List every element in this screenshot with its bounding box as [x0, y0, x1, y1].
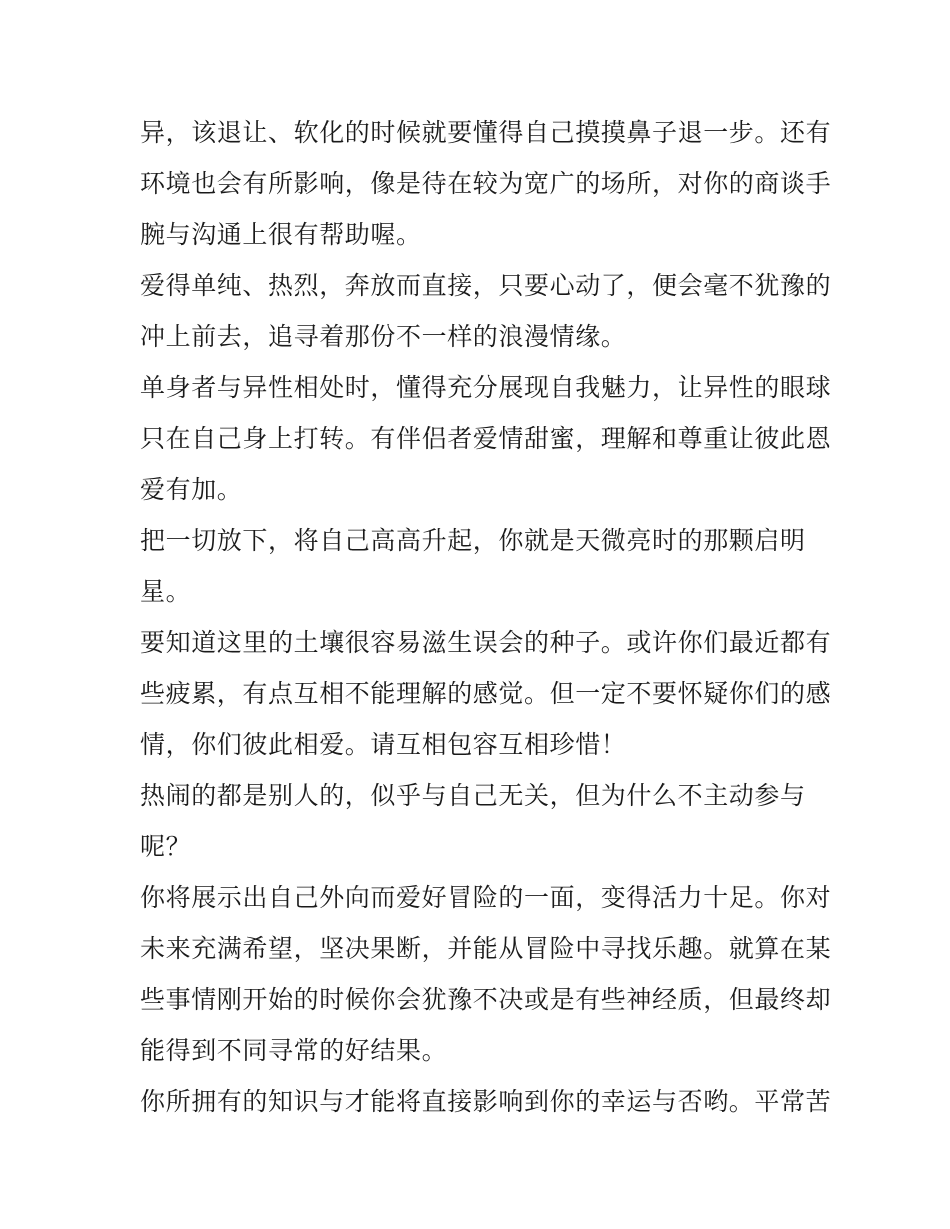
text-line: 呢？ — [140, 832, 192, 861]
text-line: 你所拥有的知识与才能将直接影响到你的幸运与否哟。平常苦 — [140, 1087, 832, 1116]
text-line: 星。 — [140, 577, 192, 606]
text-line: 爱得单纯、热烈，奔放而直接，只要心动了，便会毫不犹豫的 — [140, 271, 832, 300]
text-line: 要知道这里的土壤很容易滋生误会的种子。或许你们最近都有 — [140, 628, 832, 657]
text-line: 情，你们彼此相爱。请互相包容互相珍惜！ — [140, 730, 627, 759]
text-line: 爱有加。 — [140, 475, 243, 504]
text-line: 些疲累，有点互相不能理解的感觉。但一定不要怀疑你们的感 — [140, 679, 832, 708]
text-line: 只在自己身上打转。有伴侣者爱情甜蜜，理解和尊重让彼此恩 — [140, 424, 832, 453]
text-line: 环境也会有所影响，像是待在较为宽广的场所，对你的商谈手 — [140, 169, 832, 198]
text-line: 能得到不同寻常的好结果。 — [140, 1036, 448, 1065]
text-line: 你将展示出自己外向而爱好冒险的一面，变得活力十足。你对 — [140, 883, 832, 912]
text-line: 冲上前去，追寻着那份不一样的浪漫情缘。 — [140, 322, 627, 351]
text-line: 单身者与异性相处时，懂得充分展现自我魅力，让异性的眼球 — [140, 373, 832, 402]
text-line: 未来充满希望，坚决果断，并能从冒险中寻找乐趣。就算在某 — [140, 934, 832, 963]
text-line: 腕与沟通上很有帮助喔。 — [140, 220, 422, 249]
text-line: 异，该退让、软化的时候就要懂得自己摸摸鼻子退一步。还有 — [140, 118, 832, 147]
text-line: 些事情刚开始的时候你会犹豫不决或是有些神经质，但最终却 — [140, 985, 832, 1014]
text-line: 热闹的都是别人的，似乎与自己无关，但为什么不主动参与 — [140, 781, 806, 810]
text-line: 把一切放下，将自己高高升起，你就是天微亮时的那颗启明 — [140, 526, 806, 555]
document-body — [140, 107, 832, 1127]
